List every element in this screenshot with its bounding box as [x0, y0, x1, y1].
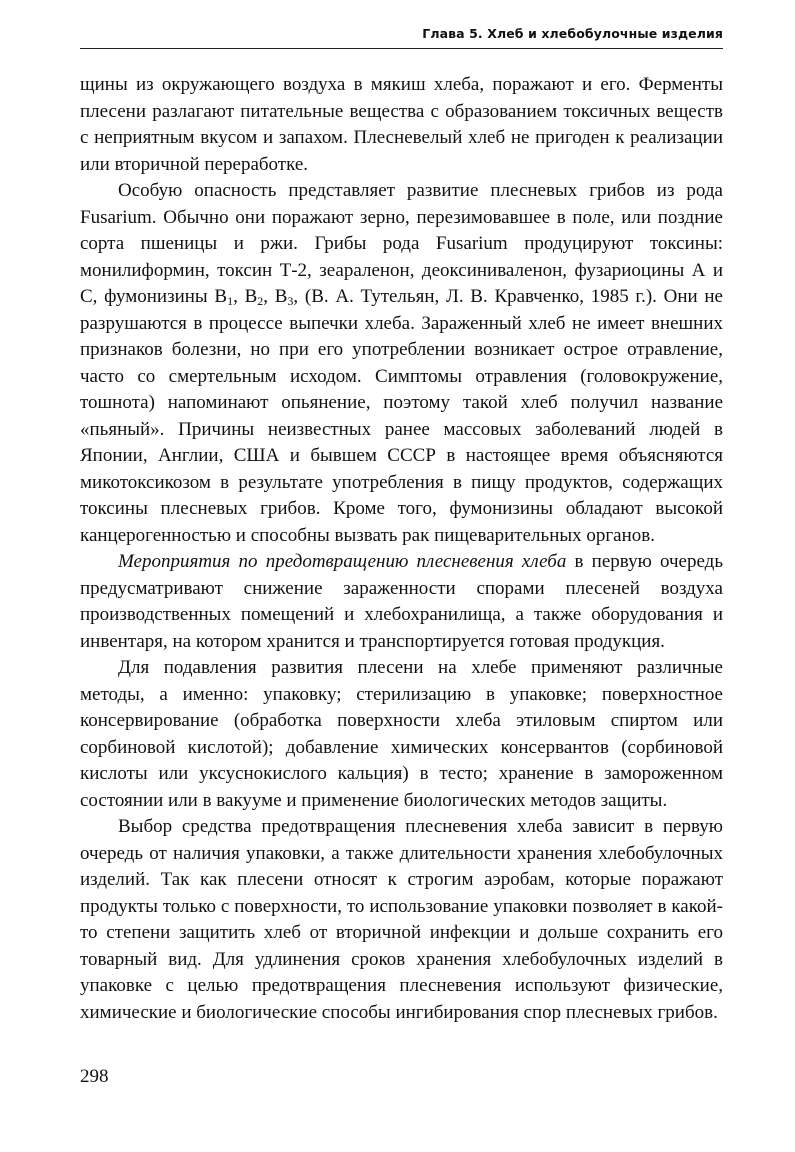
- paragraph-fusarium-part-4: , (В. А. Тутельян, Л. В. Кравченко, 1985 г.). Они не разрушаются в процессе выпечки хлеба. Зараженный хлеб не имеет внешних признаков болезни, но при его употреблении возникает острое отравление, часто со смертельным исходом. Симптомы отравления (головокружение, тошнота) напоминают опьянение, поэтому такой хлеб получил название «пьяный». Причины неизвестных ранее массовых заболеваний людей в Японии, Англии, США и бывшем СССР в настоящее время объясняются микотоксикозом в результате употребления в пищу продуктов, содержащих токсины плесневых грибов. Кроме того, фумонизины обладают высокой канцерогенностью и способны вызвать рак пищеварительных органов.: [80, 286, 723, 546]
- header-rule: [80, 48, 723, 49]
- paragraph-fusarium-part-2: , В: [233, 286, 258, 307]
- subscript-2: 2: [257, 294, 264, 308]
- body-text: [80, 72, 723, 1026]
- paragraph-continuation: щины из окружающего воздуха в мякиш хлеба, поражают и его. Ферменты плесени разлагают питательные вещества с образованием токсичных веществ с неприятным вкусом и запахом. Плесневелый хлеб не пригоден к реализации или вторичной переработке.: [80, 74, 723, 175]
- paragraph-prevention: [80, 549, 723, 655]
- subscript-3: 3: [287, 294, 294, 308]
- paragraph-fusarium-part-1: Особую опасность представляет развитие плесневых грибов из рода Fusarium. Обычно они поражают зерно, перезимовавшее в поле, или поздние сорта пшеницы и ржи. Грибы рода Fusarium продуцируют токсины: монилиформин, токсин Т-2, зеараленон, деоксиниваленон, фузариоцины А и С, фумонизины В: [80, 180, 723, 307]
- paragraph-fusarium-part-3: , В: [263, 286, 288, 307]
- subscript-1: 1: [227, 294, 234, 308]
- running-head: Глава 5. Хлеб и хлебобулочные изделия: [422, 26, 723, 41]
- paragraph-choice: Выбор средства предотвращения плесневения хлеба зависит в первую очередь от наличия упаковки, а также длительности хранения хлебобулочных изделий. Так как плесени относят к строгим аэробам, которые поражают продукты только с поверхности, то использование упаковки позволяет в какой-то степени защитить хлеб от вторичной инфекции и дольше сохранить его товарный вид. Для удлинения сроков хранения хлебобулочных изделий в упаковке с целью предотвращения плесневения используют физические, химические и биологические способы ингибирования спор плесневых грибов.: [80, 816, 723, 1023]
- paragraph-fusarium: [80, 178, 723, 549]
- paragraph-methods: Для подавления развития плесени на хлебе применяют различные методы, а именно: упаковку; стерилизацию в упаковке; поверхностное консервирование (обработка поверхности хлеба этиловым спиртом или сорбиновой кислотой); добавление химических консервантов (сорбиновой кислоты или уксуснокислого кальция) в тесто; хранение в замороженном состоянии или в вакууме и применение биологических методов защиты.: [80, 657, 723, 811]
- italic-term: Мероприятия по предотвращению плесневения хлеба: [118, 551, 567, 572]
- page-number: 298: [80, 1066, 109, 1087]
- paragraph-prevention-rest: в первую очередь предусматривают снижение зараженности спорами плесеней воздуха производственных помещений и хлебохранилища, а также оборудования и инвентаря, на котором хранится и транспортируется готовая продукция.: [80, 551, 723, 652]
